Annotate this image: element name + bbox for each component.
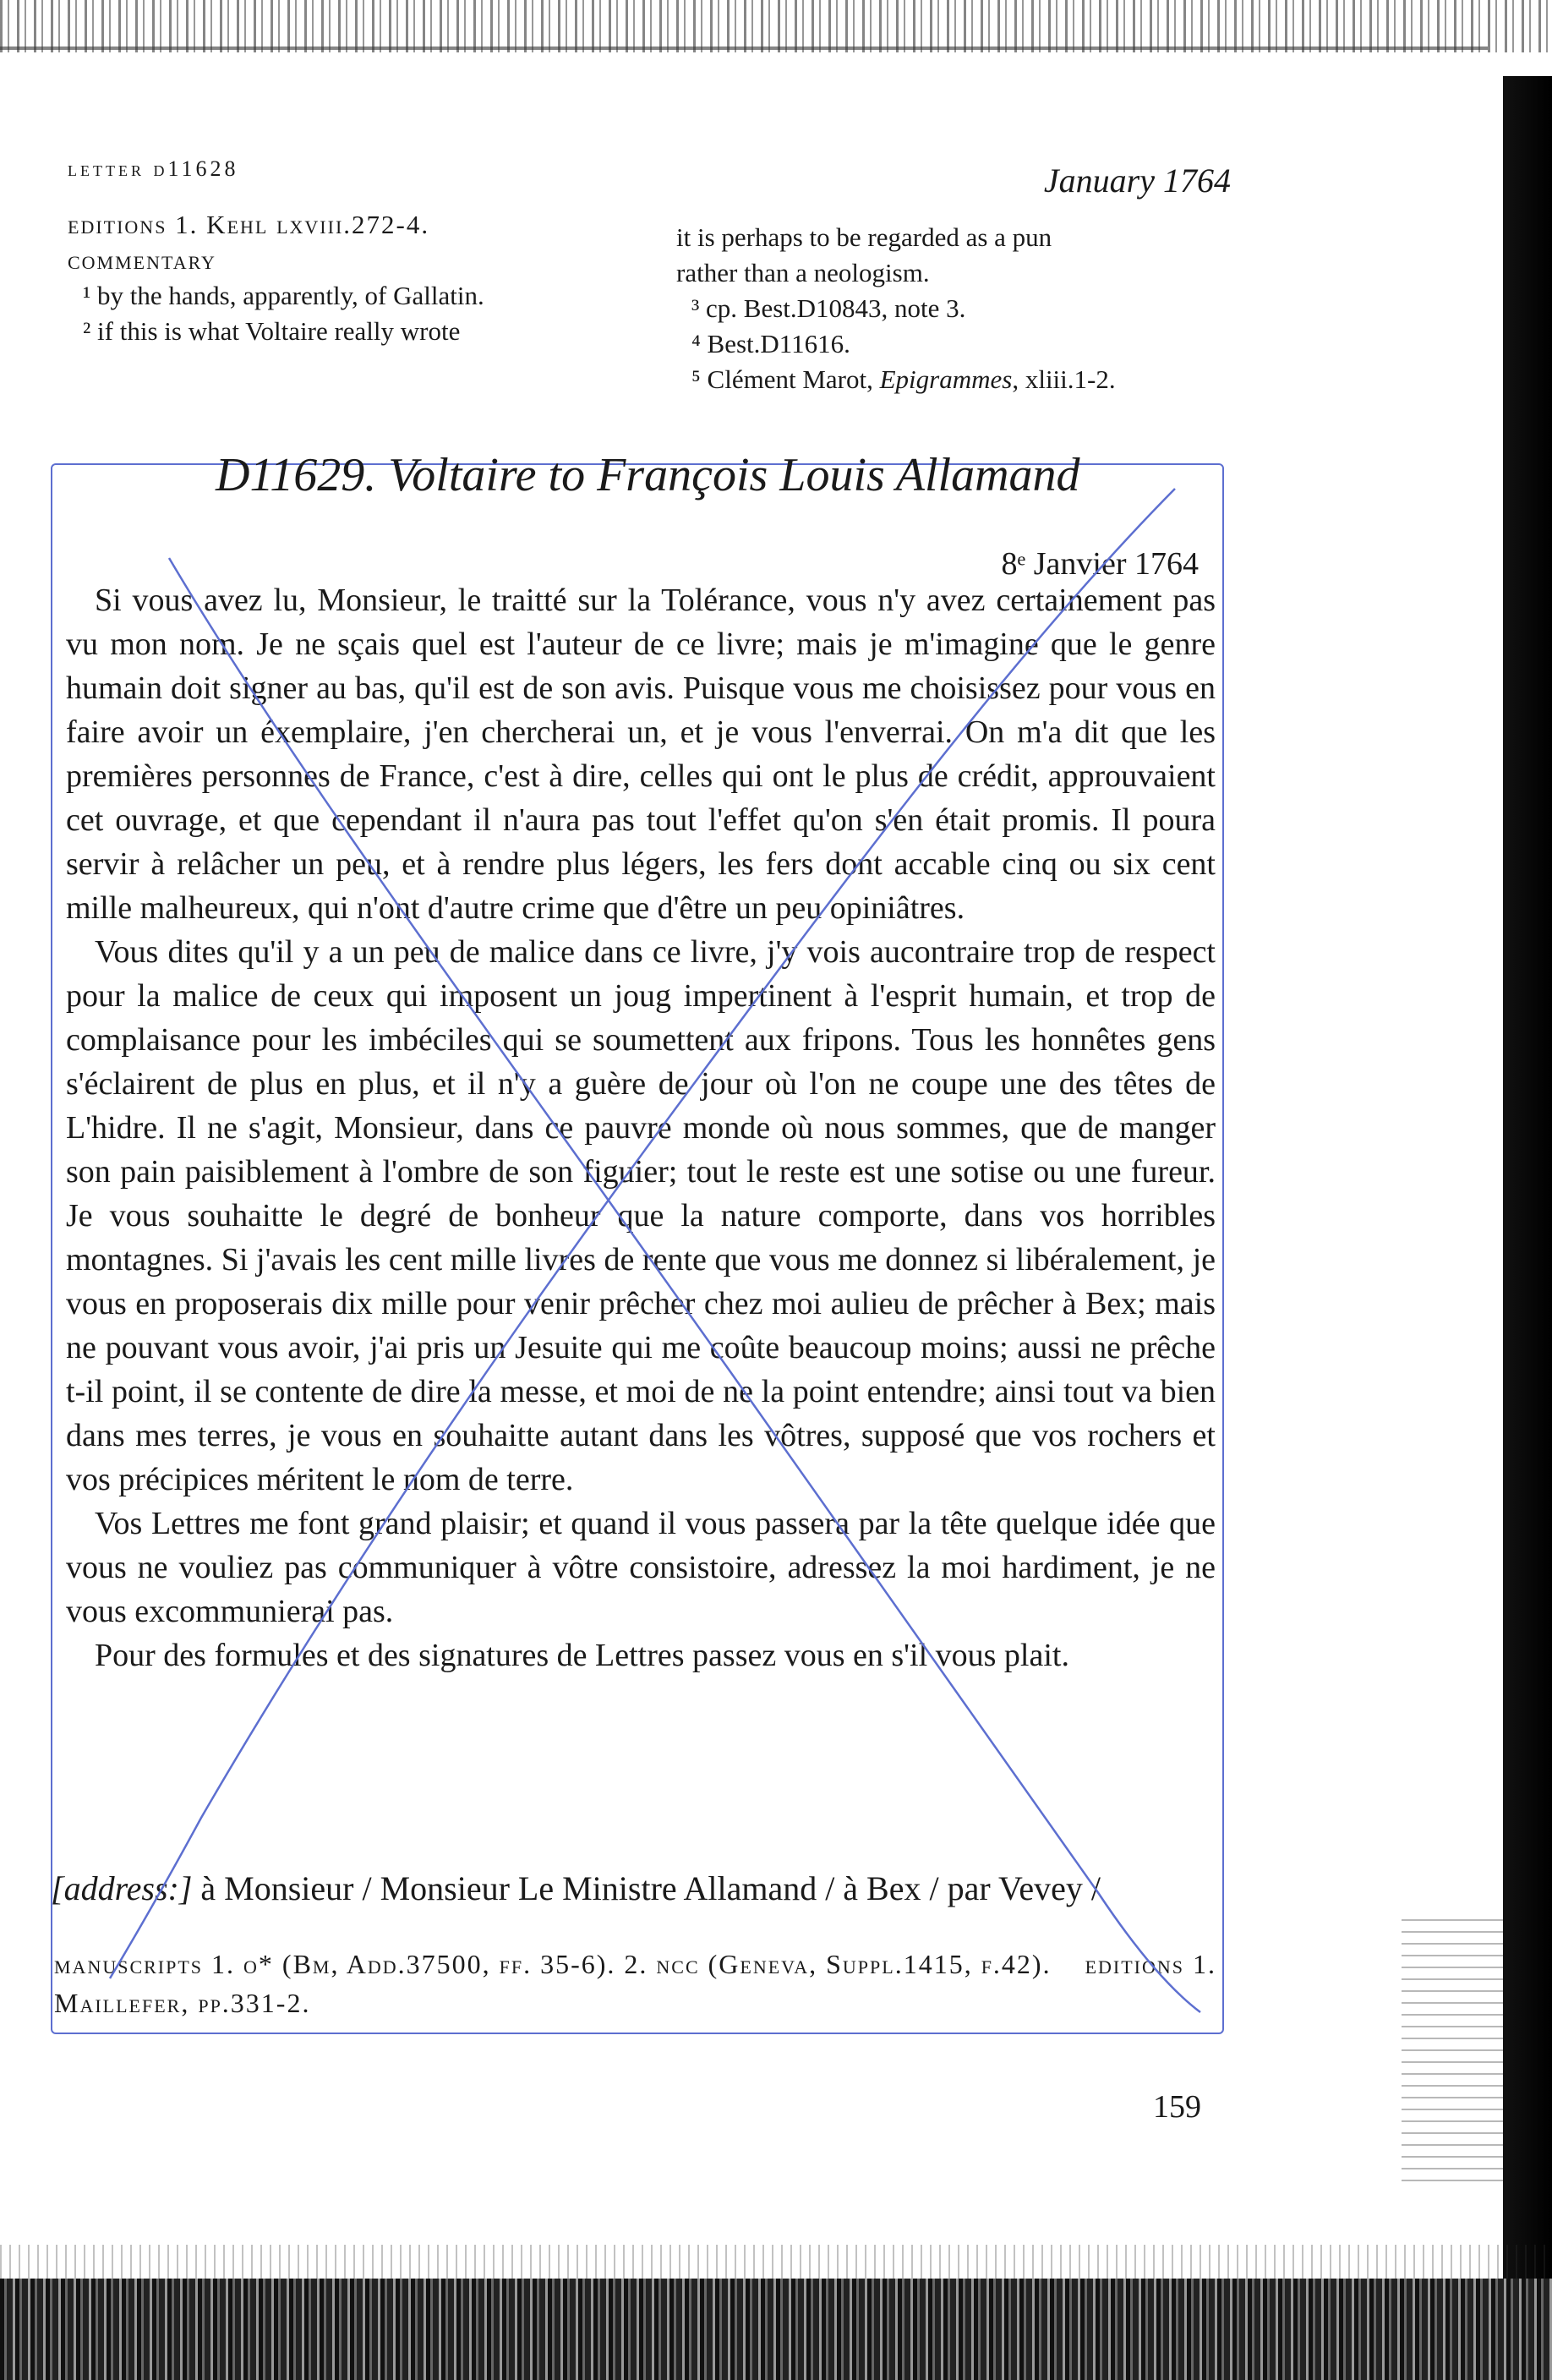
notes-right-column xyxy=(676,220,1234,397)
scan-edge-bottom xyxy=(0,2279,1552,2380)
note-5-prefix: ⁵ Clément Marot, xyxy=(691,364,880,394)
note-2-continued-2: rather than a neologism. xyxy=(676,258,930,287)
notes-left-column xyxy=(68,207,659,349)
letter-paragraph: Vous dites qu'il y a un peu de malice dans ce livre, j'y vois aucontraire trop de respect pour la malice de ceux qui imposent un joug impertinent à l'esprit humain, et trop de complaisance pour les imbéciles qui se soumettent aux fripons. Tous les honnêtes gens s'éclairent de plus en plus, et il n'y a guère de jour où l'on ne coupe une des têtes de L'hidre. Il ne s'agit, Monsieur, dans ce pauvre monde où nous sommes, que de manger son pain paisiblement à l'ombre de son figuier; tout le reste est une sotise ou une fureur. Je vous souhaitte le degré de bonheur que la nature comporte, dans vos horribles montagnes. Si j'avais les cent mille livres de rente que vous me donnez si libéralement, je vous en proposerais dix mille pour venir prêcher chez moi aulieu de prêcher à Bex; mais ne pouvant vous avoir, j'ai pris un Jesuite qui me coûte beaucoup moins; aussi ne prêche t-il point, il se contente de dire la messe, et moi de ne la point entendre; ainsi tout va bien dans mes terres, je vous en souhaitte autant dans les vôtres, supposé que vos rochers et vos précipices méritent le nom de terre. xyxy=(66,934,1216,1497)
note-5-italic: Epigrammes xyxy=(879,364,1013,394)
note-2-continued: it is perhaps to be regarded as a pun xyxy=(676,222,1052,252)
note-5 xyxy=(676,362,1234,397)
running-head-date: January 1764 xyxy=(1043,161,1231,200)
letter-paragraph: Vos Lettres me font grand plaisir; et quand il vous passera par la tête quelque idée que vous ne vouliez pas communiquer à vôtre consistoire, adressez la moi hardiment, je ne vous excommunierai pas. xyxy=(66,1506,1216,1629)
note-5-suffix: , xliii.1-2. xyxy=(1012,364,1116,394)
page-number: 159 xyxy=(1153,2089,1201,2125)
editions-line: editions 1. Kehl lxviii.272-4. xyxy=(68,210,430,239)
address-label: [address:] xyxy=(51,1869,193,1907)
note-3: ³ cp. Best.D10843, note 3. xyxy=(691,293,966,323)
address-text: à Monsieur / Monsieur Le Ministre Allamand / à Bex / par Vevey / xyxy=(192,1869,1101,1907)
note-2: ² if this is what Voltaire really wrote xyxy=(83,316,461,346)
note-1: ¹ by the hands, apparently, of Gallatin. xyxy=(83,281,484,310)
letter-paragraph: Pour des formules et des signatures de Lettres passez vous en s'il vous plait. xyxy=(95,1638,1069,1673)
letter-paragraph: Si vous avez lu, Monsieur, le traitté sur la Tolérance, vous n'y avez certainement pas vu mon nom. Je ne sçais quel est l'auteur de ce livre; mais je m'imagine que le genre humain doit signer au bas, qu'il est de son avis. Puisque vous me choisissez pour vous en faire avoir un éxemplaire, j'en chercherai un, et je vous l'enverrai. On m'a dit que les premières personnes de France, c'est à dire, celles qui ont le plus de crédit, approuvaient cet ouvrage, et que cependant il n'aura pas tout l'effet qu'on s'en était promis. Il poura servir à relâcher un peu, et à rendre plus légers, les fers dont accable cinq ou six cent mille malheureux, qui n'ont d'autre crime que d'être un peu opiniâtres. xyxy=(66,583,1216,926)
letter-body xyxy=(66,578,1216,1677)
scan-noise-top xyxy=(0,0,1552,52)
scan-edge-right xyxy=(1503,76,1552,2380)
manuscripts-block xyxy=(54,1945,1221,2022)
letter-date: 8ᵉ Janvier 1764 xyxy=(1001,546,1199,582)
scan-noise-right xyxy=(1402,1919,1503,2190)
scan-noise-bottom-fade xyxy=(0,2245,1552,2279)
commentary-label: commentary xyxy=(68,245,216,275)
editions-line-letter: editions 1. Maillefer, pp.331-2. xyxy=(54,1949,1217,2018)
running-head-letter: letter d11628 xyxy=(68,156,239,181)
letter-title: D11629. Voltaire to François Louis Allamand xyxy=(216,449,1080,501)
scan-edge-line xyxy=(0,47,1488,50)
manuscripts-line: manuscripts 1. o* (Bm, Add.37500, ff. 35-6). 2. ncc (Geneva, Suppl.1415, f.42). xyxy=(54,1949,1052,1979)
letter-address xyxy=(51,1868,1226,1908)
note-4: ⁴ Best.D11616. xyxy=(691,329,850,358)
